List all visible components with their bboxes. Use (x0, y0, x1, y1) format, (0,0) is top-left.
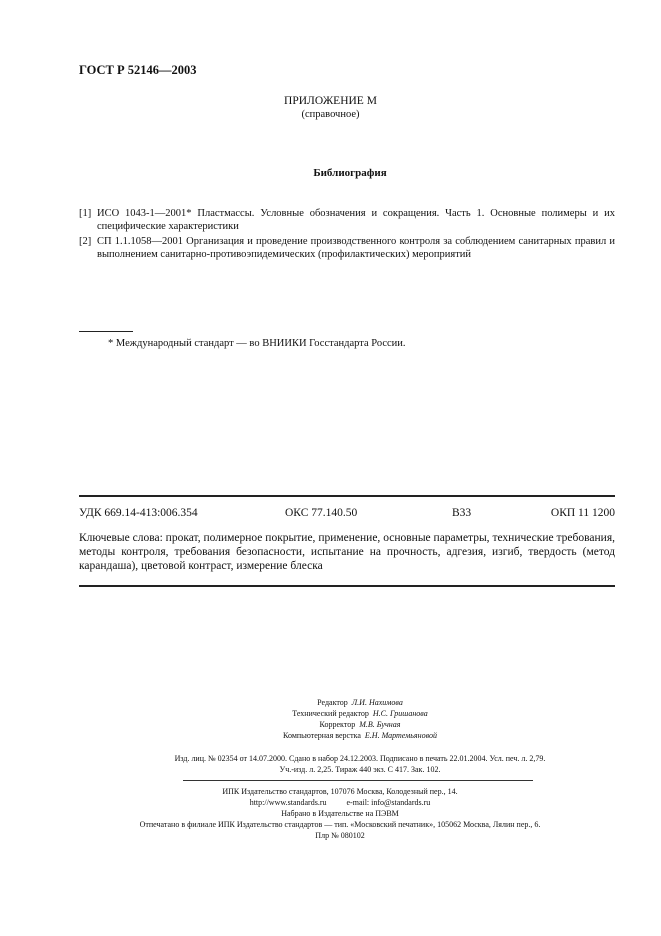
staff-role: Технический редактор (292, 709, 369, 718)
publisher-contacts (0, 797, 661, 808)
group-code: В33 (452, 507, 472, 519)
bibliography-item (79, 236, 615, 261)
publication-line: Уч.-изд. л. 2,25. Тираж 440 экз. С 417. Зак. 102. (279, 765, 441, 774)
staff-role: Компьютерная верстка (283, 731, 361, 740)
staff-line (0, 708, 661, 719)
staff-line (0, 697, 661, 708)
imprint-divider (183, 780, 533, 781)
bibliography-item-number: [2] (79, 236, 92, 247)
staff-role: Редактор (317, 698, 348, 707)
license-number: Плр № 080102 (315, 831, 365, 840)
bibliography-item-text: СП 1.1.1058—2001 Организация и проведение производственного контроля за соблюдением санитарных правил и выполнением санитарно-противоэпидемических (профилактических) мероприятий (97, 236, 615, 260)
footnote: * Международный стандарт — во ВНИИКИ Госстандарта России. (108, 338, 406, 349)
okp-code: ОКП 11 1200 (550, 507, 615, 519)
publication-line: Изд. лиц. № 02354 от 14.07.2000. Сдано в набор 24.12.2003. Подписано в печать 22.01.2004. Усл. печ. л. 2,79. (174, 754, 546, 763)
typeset-note: Набрано в Издательстве на ПЭВМ (281, 809, 399, 818)
publication-info (0, 753, 661, 775)
staff-name: Е.Н. Мартемьяновой (364, 731, 437, 740)
editorial-staff (0, 697, 661, 741)
annex-title: ПРИЛОЖЕНИЕ М (284, 95, 377, 107)
footnote-divider (79, 331, 133, 332)
keywords: Ключевые слова: прокат, полимерное покрытие, применение, основные параметры, технические требования, методы контроля, требования безопасности, испытание на прочность, адгезия, изгиб, твердость (метод карандаша), цветовой контраст, измерение блеска (79, 532, 615, 572)
staff-line (0, 719, 661, 730)
top-rule (79, 495, 615, 497)
oks-code: ОКС 77.140.50 (285, 507, 358, 519)
staff-role: Корректор (319, 720, 356, 729)
staff-name: Н.С. Гришанова (372, 709, 428, 718)
udk-code: УДК 669.14-413:006.354 (79, 507, 198, 519)
bibliography-title: Библиография (313, 167, 387, 179)
website-link: http://www.standards.ru (249, 798, 327, 807)
annex-subtitle: (справочное) (301, 109, 360, 120)
bibliography-item-number: [1] (79, 208, 92, 219)
staff-name: М.В. Бучная (359, 720, 401, 729)
document-code: ГОСТ Р 52146—2003 (79, 63, 197, 77)
bottom-rule (79, 585, 615, 587)
email-link: e-mail: info@standards.ru (346, 798, 431, 807)
annex-heading (0, 95, 661, 121)
staff-line (0, 730, 661, 741)
publisher-address: ИПК Издательство стандартов, 107076 Москва, Колодезный пер., 14. (222, 787, 458, 796)
printing-info (0, 786, 661, 841)
staff-name: Л.И. Нахимова (351, 698, 403, 707)
bibliography-item-text: ИСО 1043-1—2001* Пластмассы. Условные обозначения и сокращения. Часть 1. Основные полимеры и их специфические характеристики (97, 208, 615, 232)
bibliography-item (79, 208, 615, 233)
printed-at: Отпечатано в филиале ИПК Издательство стандартов — тип. «Московский печатник», 105062 Москва, Лялин пер., 6. (139, 820, 541, 829)
